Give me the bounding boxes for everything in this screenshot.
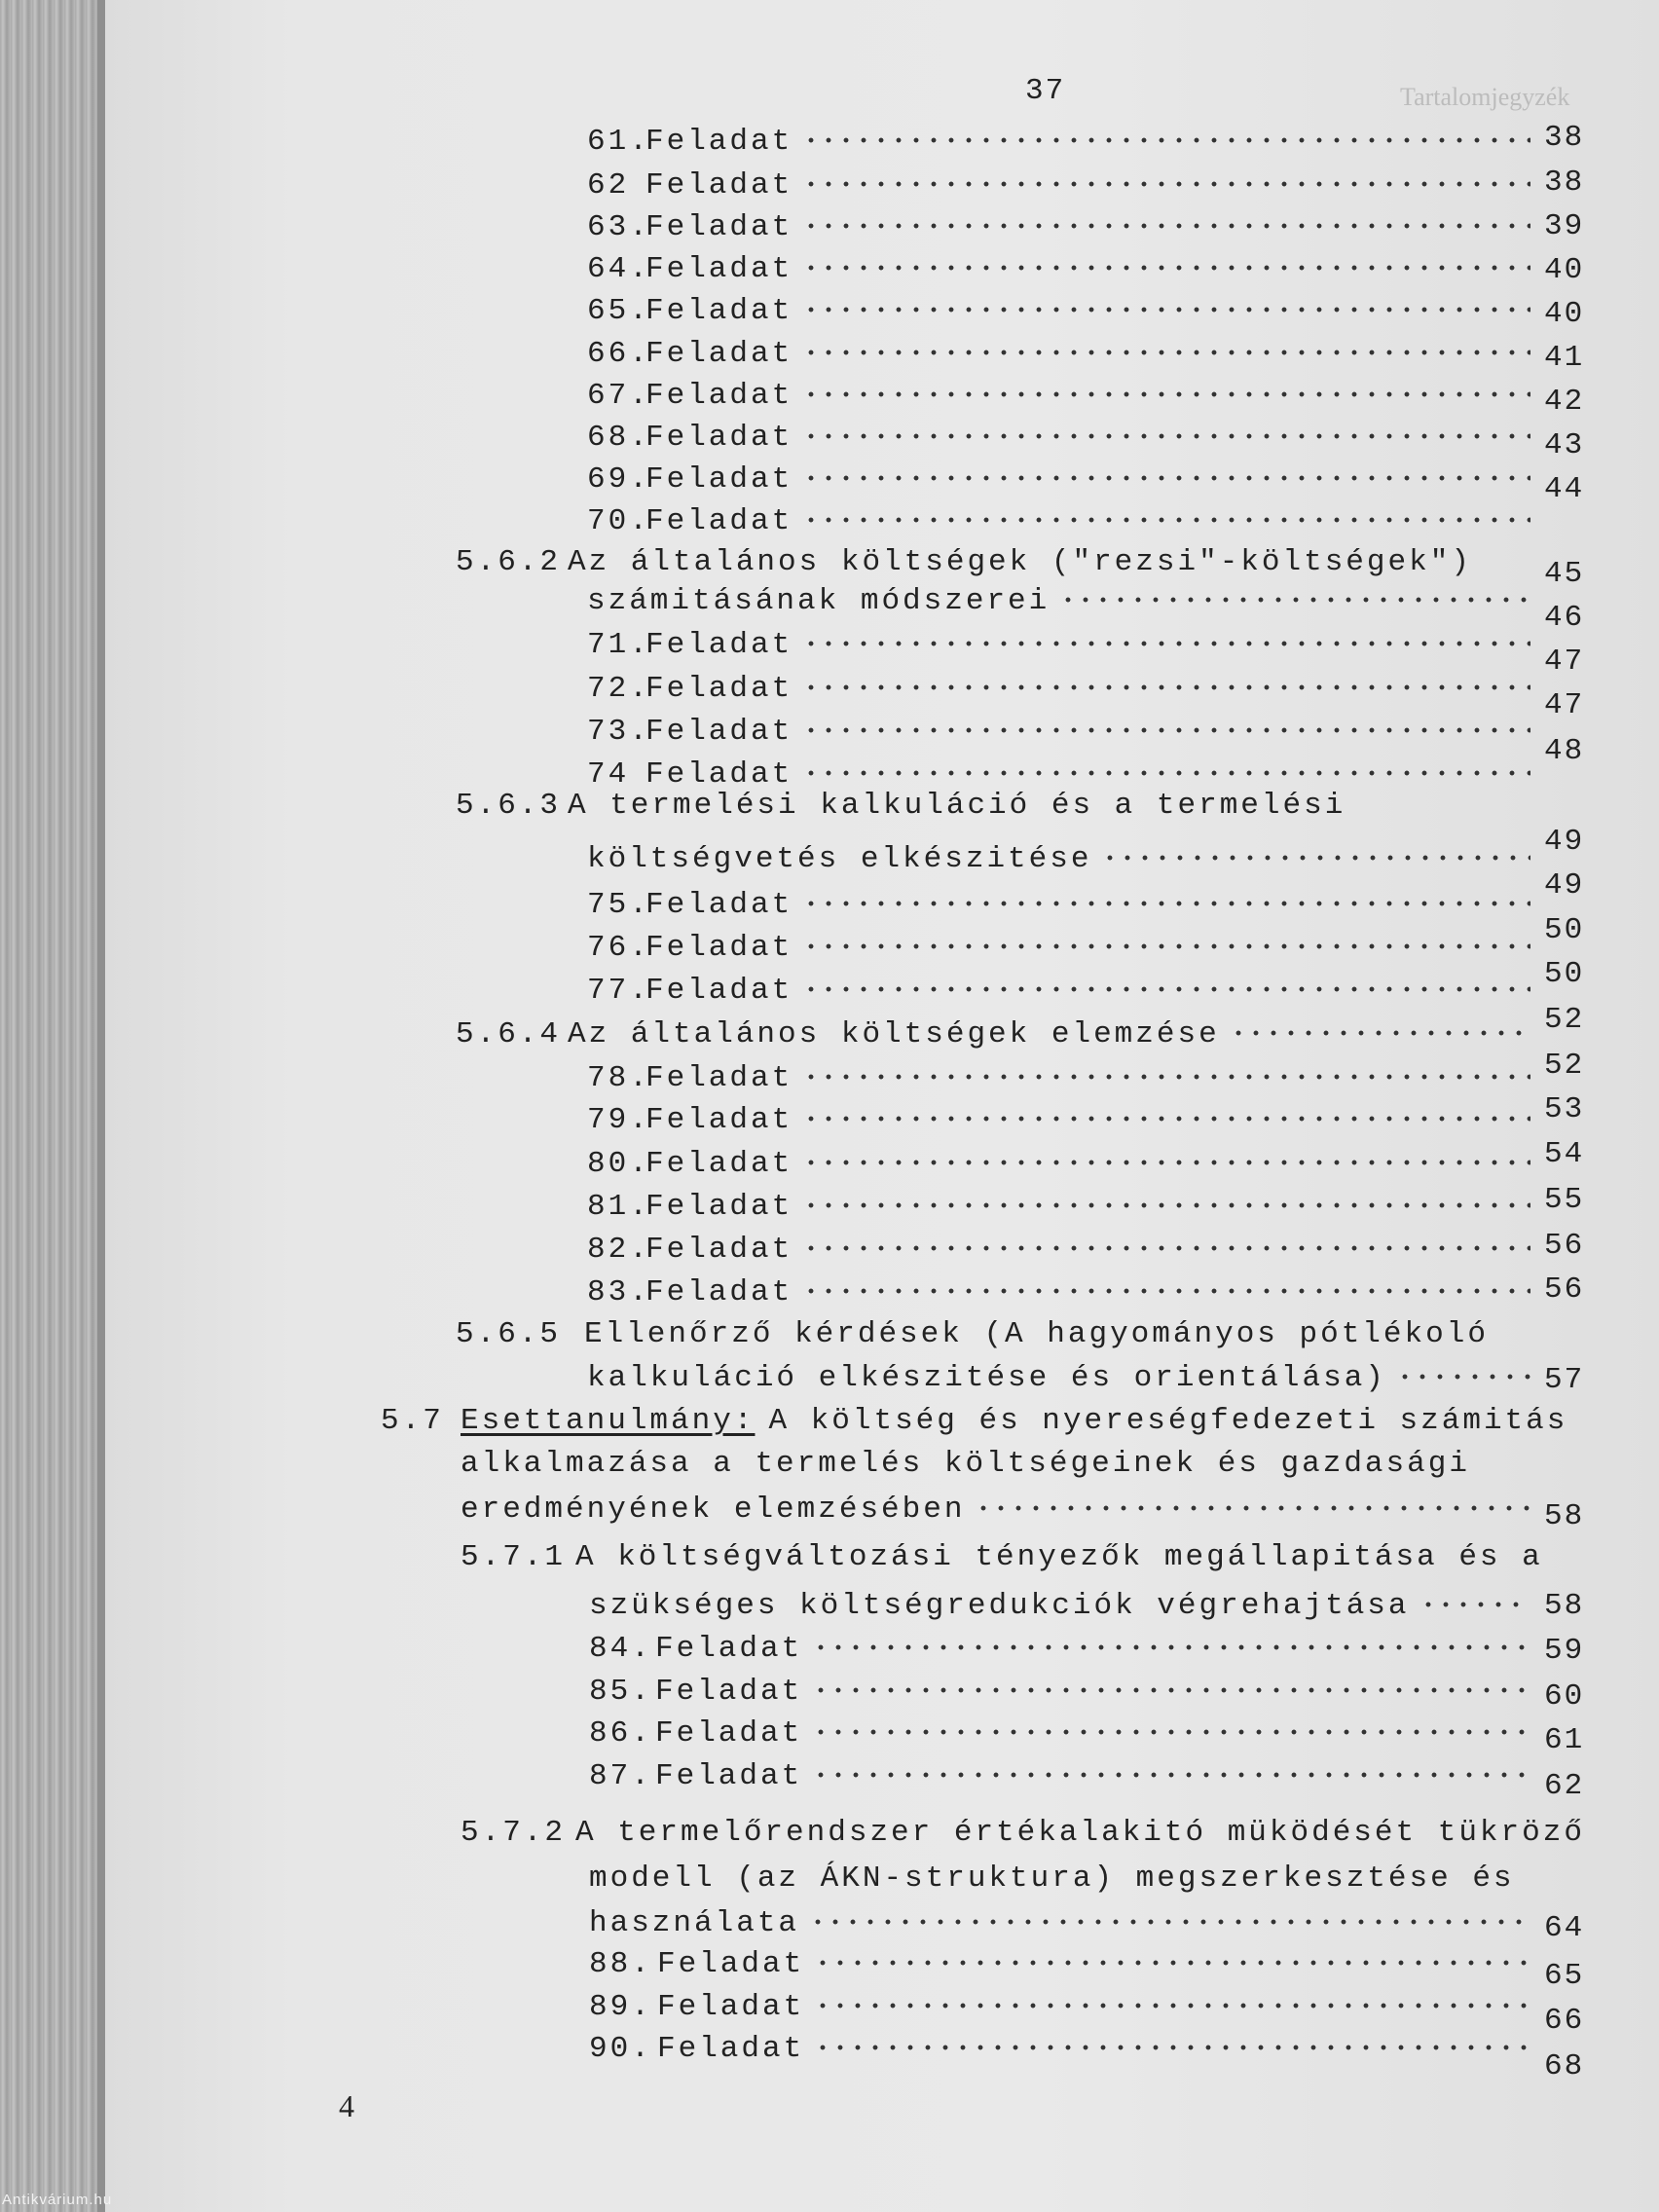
toc-entry (587, 672, 1536, 706)
toc-entry-title: Feladat (655, 1632, 803, 1666)
toc-page-number: 49 (1544, 825, 1585, 859)
dot-leader (802, 385, 1530, 404)
dot-leader (1396, 1367, 1530, 1386)
toc-page-number: 40 (1544, 297, 1585, 331)
toc-page-number: 56 (1544, 1272, 1585, 1307)
page-number-37: 37 (1025, 74, 1066, 108)
toc-entry-number: 86. (589, 1716, 652, 1751)
toc-page-number: 58 (1544, 1589, 1585, 1623)
dot-leader (812, 1765, 1530, 1785)
toc-entry-number: 67. (587, 379, 650, 413)
toc-entry (587, 462, 1536, 497)
toc-entry-title: Feladat (645, 379, 793, 413)
toc-entry (587, 842, 1536, 876)
toc-page-number: 41 (1544, 341, 1585, 375)
dot-leader (802, 300, 1530, 319)
toc-entry (461, 1816, 1585, 1850)
toc-entry-title: kalkuláció elkészitése és orientálása) (587, 1361, 1386, 1395)
toc-entry-number: 68. (587, 421, 650, 455)
toc-entry (589, 2032, 1536, 2066)
dot-leader (812, 1680, 1530, 1700)
toc-entry-number: 5.7 (381, 1404, 444, 1438)
dot-leader (1230, 1023, 1530, 1043)
toc-page-number: 58 (1544, 1499, 1585, 1533)
toc-entry-title: Feladat (645, 421, 793, 455)
toc-entry-title: Feladat (655, 1716, 803, 1751)
dot-leader (802, 1238, 1530, 1258)
toc-entry-title: Feladat (645, 1190, 793, 1224)
toc-entry (461, 1540, 1543, 1574)
dot-leader (1101, 848, 1530, 867)
toc-entry (589, 1906, 1536, 1940)
dot-leader (802, 510, 1530, 530)
toc-entry-number: 87. (589, 1759, 652, 1793)
dot-leader (802, 1196, 1530, 1215)
toc-entry-number: 79. (587, 1103, 650, 1137)
dot-leader (802, 937, 1530, 956)
toc-entry-number: 70. (587, 504, 650, 538)
dot-leader (802, 258, 1530, 277)
toc-entry-title: szükséges költségredukciók végrehajtása (589, 1589, 1410, 1623)
toc-entry-title: eredményének elemzésében (461, 1493, 966, 1527)
toc-entry (587, 1233, 1536, 1267)
toc-entry (587, 337, 1536, 371)
toc-entry-number: 78. (587, 1061, 650, 1095)
toc-entry-number: 84. (589, 1632, 652, 1666)
toc-entry-title: Feladat (645, 1275, 793, 1309)
toc-page-number: 42 (1544, 385, 1585, 419)
toc-entry (589, 1947, 1536, 1981)
book-binding (0, 0, 105, 2212)
dot-leader (802, 1067, 1530, 1087)
dot-leader (802, 894, 1530, 913)
toc-entry (456, 1317, 1489, 1351)
toc-entry-title: alkalmazása a termelés költségeinek és gazdasági (461, 1447, 1470, 1481)
toc-entry-number: 5.7.1 (461, 1540, 567, 1574)
toc-page-number: 39 (1544, 209, 1585, 243)
toc-entry-number: 73. (587, 715, 650, 749)
toc-entry-title: Feladat (657, 1990, 805, 2024)
toc-entry-number: 69. (587, 462, 650, 497)
toc-entry-number: 66. (587, 337, 650, 371)
toc-entry-title: Feladat (645, 294, 793, 328)
toc-entry-title: Feladat (657, 1947, 805, 1981)
toc-entry-title: Feladat (645, 1233, 793, 1267)
toc-page-number: 49 (1544, 868, 1585, 903)
toc-entry (381, 1404, 1567, 1438)
toc-page-number: 57 (1544, 1363, 1585, 1397)
toc-entry-number: 80. (587, 1147, 650, 1181)
toc-page-number: 60 (1544, 1679, 1585, 1714)
dot-leader (802, 979, 1530, 999)
toc-entry-number: 88. (589, 1947, 652, 1981)
toc-page-number: 52 (1544, 1003, 1585, 1037)
binding-edge (97, 0, 105, 2212)
toc-page-number: 55 (1544, 1183, 1585, 1217)
toc-entry-number: 81. (587, 1190, 650, 1224)
toc-entry-number: 65. (587, 294, 650, 328)
toc-entry-title: Feladat (645, 210, 793, 244)
toc-entry-number: 61. (587, 125, 650, 159)
toc-entry (587, 628, 1536, 662)
dot-leader (809, 1912, 1530, 1932)
toc-entry (461, 1493, 1536, 1527)
toc-entry-number: 63. (587, 210, 650, 244)
dot-leader (802, 468, 1530, 488)
toc-entry (456, 1017, 1536, 1051)
toc-entry (587, 1061, 1536, 1095)
toc-entry (587, 294, 1536, 328)
toc-entry (461, 1447, 1470, 1481)
toc-entry (587, 584, 1536, 618)
toc-entry-title: Feladat (645, 1103, 793, 1137)
toc-entry-title: A termelési kalkuláció és a termelési (568, 789, 1346, 823)
dot-leader (812, 1722, 1530, 1742)
toc-page-number: 61 (1544, 1723, 1585, 1757)
toc-entry (589, 1716, 1536, 1751)
toc-entry (587, 504, 1536, 538)
dot-leader (975, 1498, 1530, 1518)
toc-entry-number: 75. (587, 888, 650, 922)
toc-entry-title: használata (589, 1906, 800, 1940)
toc-entry-title: számitásának módszerei (587, 584, 1051, 618)
toc-page-number: 50 (1544, 913, 1585, 947)
toc-page-number: 43 (1544, 428, 1585, 462)
toc-entry (587, 1361, 1536, 1395)
toc-entry-title: Feladat (645, 715, 793, 749)
toc-entry (587, 1103, 1536, 1137)
book-page (105, 0, 1659, 2212)
dot-leader (802, 763, 1530, 783)
dot-leader (1419, 1595, 1530, 1614)
toc-entry-number: 5.6.4 (456, 1017, 562, 1051)
toc-entry (587, 168, 1536, 203)
toc-entry-title-rest: A költség és nyereségfedezeti számitás (768, 1404, 1568, 1438)
toc-entry (587, 1190, 1536, 1224)
toc-entry-number: 5.6.5 (456, 1317, 562, 1351)
toc-page-number: 65 (1544, 1959, 1585, 1993)
toc-entry-title: Feladat (645, 337, 793, 371)
dot-leader (814, 1996, 1530, 2015)
toc-entry-title: Feladat (645, 931, 793, 965)
toc-entry-title: költségvetés elkészitése (587, 842, 1092, 876)
toc-entry (589, 1759, 1536, 1793)
toc-entry-title: Feladat (645, 125, 793, 159)
dot-leader (802, 678, 1530, 697)
dot-leader (802, 426, 1530, 446)
toc-entry (589, 1589, 1536, 1623)
toc-entry-title: Feladat (645, 252, 793, 286)
toc-entry-number: 83. (587, 1275, 650, 1309)
toc-entry (587, 252, 1536, 286)
toc-entry-title: Az általános költségek elemzése (568, 1017, 1220, 1051)
toc-entry-number: 5.6.3 (456, 789, 562, 823)
toc-entry-number: 89. (589, 1990, 652, 2024)
toc-entry-number: 74 (587, 757, 630, 792)
bleed-through-text: Tartalomjegyzék (1400, 83, 1570, 111)
toc-entry-number: 72. (587, 672, 650, 706)
toc-entry-number: 90. (589, 2032, 652, 2066)
toc-entry (587, 125, 1536, 159)
toc-entry (587, 379, 1536, 413)
toc-page-number: 46 (1544, 601, 1585, 635)
toc-entry (589, 1862, 1515, 1896)
dot-leader (802, 720, 1530, 740)
toc-entry-title: Feladat (645, 1147, 793, 1181)
dot-leader (802, 343, 1530, 362)
toc-entry-title: Feladat (657, 2032, 805, 2066)
toc-page-number: 56 (1544, 1229, 1585, 1263)
toc-entry-number: 71. (587, 628, 650, 662)
toc-entry-title: Feladat (645, 462, 793, 497)
toc-entry-title: Feladat (645, 888, 793, 922)
toc-entry-title: Feladat (655, 1759, 803, 1793)
dot-leader (802, 1153, 1530, 1172)
toc-entry-number: 5.6.2 (456, 545, 562, 579)
toc-page-number: 50 (1544, 957, 1585, 991)
toc-entry-number: 62 (587, 168, 630, 203)
toc-entry-title: Feladat (645, 1061, 793, 1095)
toc-entry-title: Feladat (645, 974, 793, 1008)
page-folio-number: 4 (339, 2088, 354, 2123)
toc-page-number: 59 (1544, 1634, 1585, 1668)
toc-entry-title: Feladat (645, 628, 793, 662)
toc-entry-title: Az általános költségek ("rezsi"-költségek") (568, 545, 1472, 579)
dot-leader (802, 174, 1530, 194)
toc-page-number: 47 (1544, 645, 1585, 679)
toc-entry (456, 789, 1346, 823)
toc-entry (587, 210, 1536, 244)
toc-entry (587, 888, 1536, 922)
toc-page-number: 62 (1544, 1769, 1585, 1803)
table-of-contents (105, 0, 1659, 2212)
toc-page-number: 38 (1544, 166, 1585, 200)
toc-entry-number: 85. (589, 1675, 652, 1709)
dot-leader (814, 2038, 1530, 2057)
toc-entry-title: Feladat (645, 757, 793, 792)
toc-entry (589, 1675, 1536, 1709)
dot-leader (814, 1953, 1530, 1972)
toc-entry-title: modell (az ÁKN-struktura) megszerkesztése és (589, 1862, 1515, 1896)
dot-leader (812, 1638, 1530, 1657)
toc-entry-number: 77. (587, 974, 650, 1008)
toc-page-number: 64 (1544, 1911, 1585, 1945)
dot-leader (802, 1281, 1530, 1301)
toc-page-number: 68 (1544, 2049, 1585, 2083)
toc-entry (587, 931, 1536, 965)
toc-entry-title: Feladat (655, 1675, 803, 1709)
toc-page-number: 53 (1544, 1092, 1585, 1126)
dot-leader (802, 634, 1530, 653)
toc-entry (587, 757, 1536, 792)
toc-entry (589, 1632, 1536, 1666)
toc-entry (589, 1990, 1536, 2024)
toc-entry-number: 76. (587, 931, 650, 965)
toc-entry-title: Feladat (645, 672, 793, 706)
toc-page-number: 52 (1544, 1049, 1585, 1083)
toc-entry-title: Feladat (645, 168, 793, 203)
toc-entry (587, 974, 1536, 1008)
toc-page-number: 40 (1544, 253, 1585, 287)
toc-page-number: 47 (1544, 688, 1585, 722)
toc-page-number: 38 (1544, 121, 1585, 155)
dot-leader (802, 130, 1530, 150)
toc-entry-title: Ellenőrző kérdések (A hagyományos pótlékoló (584, 1317, 1489, 1351)
toc-entry (587, 715, 1536, 749)
toc-entry-title: Esettanulmány: (461, 1404, 756, 1438)
toc-entry (456, 545, 1472, 579)
toc-entry-number: 64. (587, 252, 650, 286)
toc-entry (587, 1147, 1536, 1181)
watermark: Antikvárium.hu (2, 2192, 113, 2208)
toc-page-number: 66 (1544, 2004, 1585, 2038)
dot-leader (802, 1109, 1530, 1128)
dot-leader (1059, 590, 1530, 609)
toc-page-number: 48 (1544, 734, 1585, 768)
toc-page-number: 54 (1544, 1137, 1585, 1171)
toc-entry-number: 5.7.2 (461, 1816, 567, 1850)
toc-entry-number: 82. (587, 1233, 650, 1267)
toc-entry-title: Feladat (645, 504, 793, 538)
toc-entry-title: A termelőrendszer értékalakitó müködését tükröző (575, 1816, 1585, 1850)
toc-entry (587, 1275, 1536, 1309)
toc-entry-title: A költségváltozási tényezők megállapitása és a (575, 1540, 1543, 1574)
toc-page-number: 45 (1544, 557, 1585, 591)
toc-entry (587, 421, 1536, 455)
toc-page-number: 44 (1544, 472, 1585, 506)
dot-leader (802, 216, 1530, 236)
